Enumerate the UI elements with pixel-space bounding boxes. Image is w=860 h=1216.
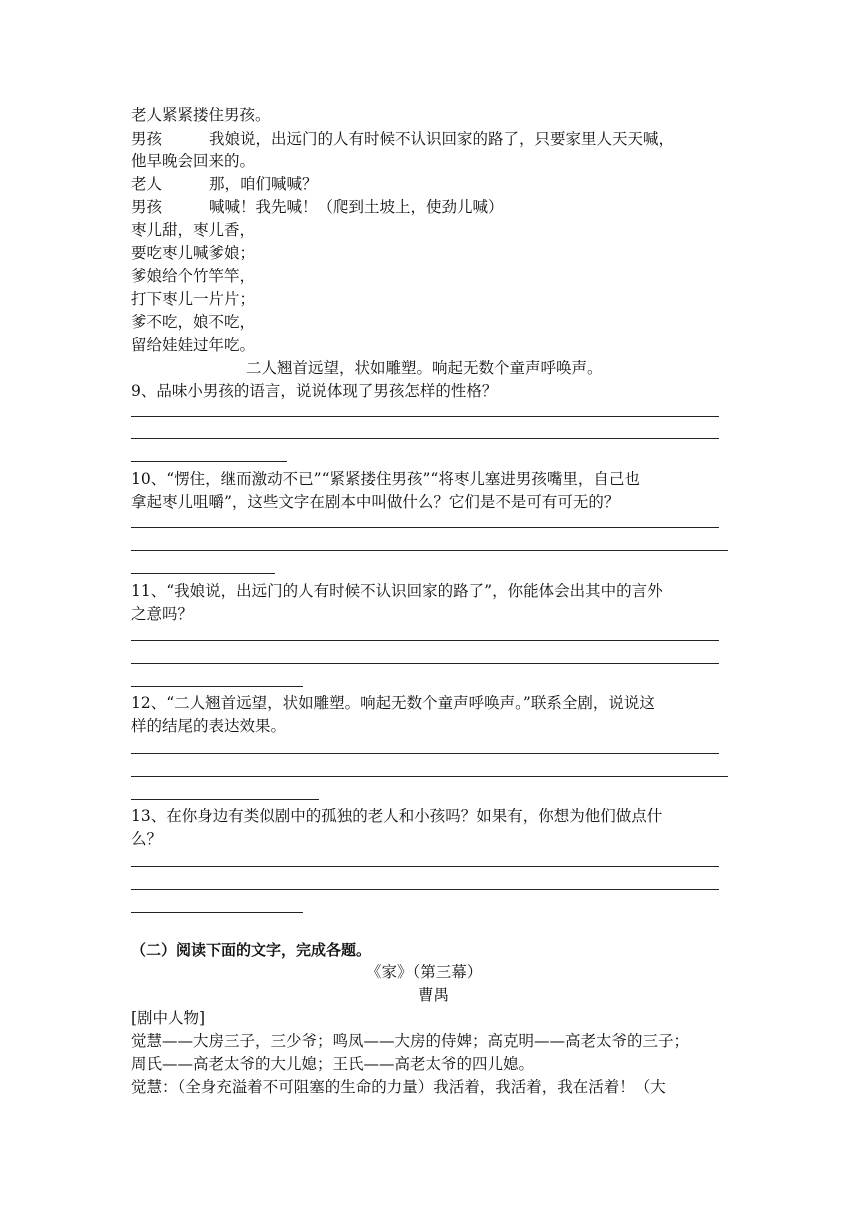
play-author: 曹禺 <box>418 986 450 1004</box>
rhyme-line: 枣儿甜，枣儿香， <box>131 221 256 239</box>
rhyme-line: 要吃枣儿喊爹娘； <box>131 244 256 262</box>
rhyme-line: 打下枣儿一片片； <box>131 290 256 308</box>
answer-line[interactable] <box>131 799 319 800</box>
question-12: 12、“二人翘首远望，状如雕塑。响起无数个童声呼唤声。”联系全剧，说说这 <box>131 694 655 712</box>
section-heading: （二）阅读下面的文字，完成各题。 <box>131 941 372 959</box>
dialogue-line <box>131 196 504 218</box>
question-10: 10、“愣住，继而激动不已”“紧紧搂住男孩”“将枣儿塞进男孩嘴里，自己也 <box>131 470 640 488</box>
dialogue-line <box>131 173 318 195</box>
script-line: 老人紧紧搂住男孩。 <box>131 106 271 124</box>
cast-line: 周氏——高老太爷的大儿媳；王氏——高老太爷的四儿媳。 <box>131 1055 535 1073</box>
question-10-cont: 拿起枣儿咀嚼”，这些文字在剧本中叫做什么？它们是不是可有可无的？ <box>131 493 620 511</box>
answer-line[interactable] <box>131 866 719 867</box>
dialogue-text: 那，咱们喊喊？ <box>209 175 318 193</box>
cast-heading: [剧中人物] <box>131 1009 206 1027</box>
question-9: 9、品味小男孩的语言，说说体现了男孩怎样的性格？ <box>131 382 498 400</box>
play-title: 《家》（第三幕） <box>366 963 483 981</box>
answer-line[interactable] <box>131 640 719 641</box>
question-13-cont: 么？ <box>131 830 163 848</box>
dialogue-line: 觉慧：（全身充溢着不可阻塞的生命的力量）我活着，我活着，我在活着！（大 <box>131 1078 666 1096</box>
answer-line[interactable] <box>131 889 719 890</box>
answer-line[interactable] <box>131 753 719 754</box>
answer-line[interactable] <box>131 663 719 664</box>
answer-line[interactable] <box>131 912 303 913</box>
rhyme-line: 留给娃娃过年吃。 <box>131 336 256 354</box>
dialogue-line <box>131 128 674 150</box>
speaker-name: 男孩 <box>131 198 163 216</box>
answer-line[interactable] <box>131 461 287 462</box>
answer-line[interactable] <box>131 573 275 574</box>
question-11: 11、“我娘说，出远门的人有时候不认识回家的路了”，你能体会出其中的言外 <box>131 582 663 600</box>
question-11-cont: 之意吗？ <box>131 605 194 623</box>
answer-line[interactable] <box>131 776 728 777</box>
rhyme-line: 爹娘给个竹竿竿， <box>131 267 256 285</box>
rhyme-line: 爹不吃，娘不吃， <box>131 313 256 331</box>
question-12-cont: 样的结尾的表达效果。 <box>131 717 287 735</box>
answer-line[interactable] <box>131 550 728 551</box>
script-line: 他早晚会回来的。 <box>131 152 256 170</box>
answer-line[interactable] <box>131 438 719 439</box>
speaker-name: 老人 <box>131 175 163 193</box>
dialogue-text: 喊喊！我先喊！（爬到土坡上，使劲儿喊） <box>209 198 504 216</box>
stage-direction: 二人翘首远望，状如雕塑。响起无数个童声呼唤声。 <box>246 359 603 377</box>
cast-line: 觉慧——大房三子，三少爷；鸣凤——大房的侍婢；高克明——高老太爷的三子； <box>131 1032 690 1050</box>
answer-line[interactable] <box>131 686 303 687</box>
answer-line[interactable] <box>131 527 719 528</box>
question-13: 13、在你身边有类似剧中的孤独的老人和小孩吗？如果有，你想为他们做点什 <box>131 807 663 825</box>
answer-line[interactable] <box>131 416 719 417</box>
speaker-name: 男孩 <box>131 130 163 148</box>
dialogue-text: 我娘说，出远门的人有时候不认识回家的路了，只要家里人天天喊， <box>209 130 675 148</box>
